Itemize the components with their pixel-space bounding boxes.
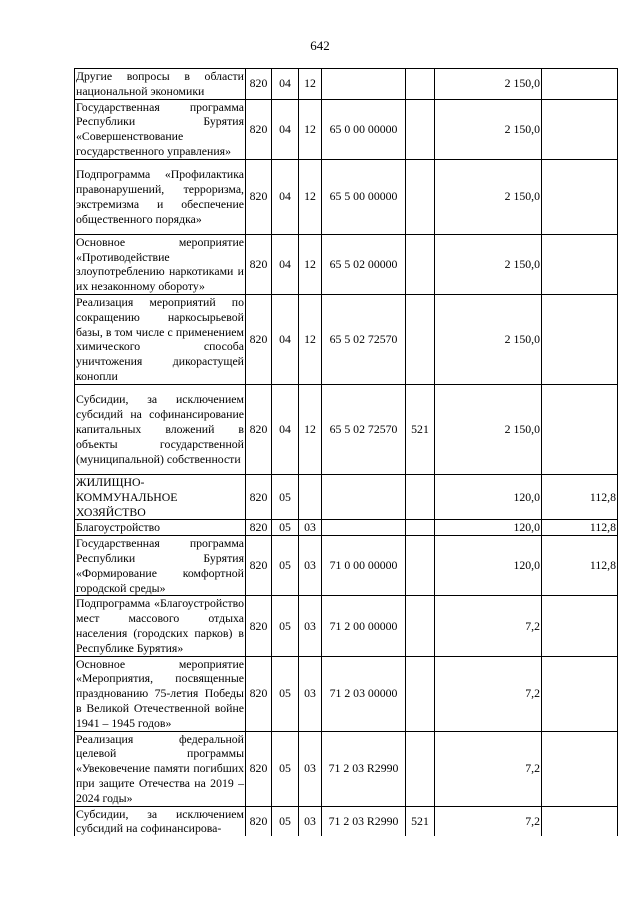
amount-federal-cell — [542, 384, 618, 474]
ved-cell: 820 — [246, 731, 272, 806]
subsection-cell: 12 — [299, 384, 322, 474]
ved-cell: 820 — [246, 159, 272, 234]
row-name: Подпрограмма «Профилактика правонарушений, терроризма, экстремизма и обеспечение общественного порядка» — [75, 159, 246, 234]
table-row — [75, 474, 618, 519]
row-name: Субсидии, за исключением субсидий на софинансирование капитальных вложений в объекты государственной (муниципальной) собственности — [75, 384, 246, 474]
expense-type-cell — [406, 474, 435, 519]
expense-type-cell — [406, 159, 435, 234]
table-row — [75, 520, 618, 536]
row-name: Благоустройство — [75, 520, 246, 536]
table-row — [75, 69, 618, 100]
amount-cell: 2 150,0 — [435, 294, 542, 384]
subsection-cell: 03 — [299, 656, 322, 731]
row-name: Реализация федеральной целевой программы «Увековечение памяти погибших при защите Отечества на 2019 – 2024 годы» — [76, 731, 244, 805]
subsection-cell: 12 — [299, 159, 322, 234]
expense-type-cell — [406, 656, 435, 731]
expense-type-cell — [406, 99, 435, 159]
amount-federal-cell — [542, 69, 618, 100]
section-cell: 04 — [272, 384, 299, 474]
expense-type-cell — [406, 234, 435, 294]
row-name: Основное мероприятие «Мероприятия, посвященные празднованию 75-летия Победы в Великой Отечественной войне 1941 – 1945 годов» — [76, 656, 244, 730]
section-cell: 04 — [272, 159, 299, 234]
section-cell: 04 — [272, 234, 299, 294]
subsection-cell: 12 — [299, 294, 322, 384]
ved-cell: 820 — [246, 234, 272, 294]
target-article-cell: 65 5 02 72570 — [322, 384, 406, 474]
ved-cell: 820 — [246, 474, 272, 519]
row-name: Государственная программа Республики Бурятия «Совершенствование государственного управления» — [76, 99, 244, 158]
row-name: ЖИЛИЩНО-КОММУНАЛЬНОЕ ХОЗЯЙСТВО — [75, 474, 246, 519]
expense-type-cell — [406, 520, 435, 536]
target-article-cell — [322, 520, 406, 536]
row-name: Другие вопросы в области национальной экономики — [76, 69, 244, 98]
page-number: 642 — [310, 38, 330, 53]
amount-cell: 7,2 — [435, 596, 542, 656]
subsection-cell: 03 — [299, 806, 322, 836]
section-cell: 05 — [272, 596, 299, 656]
subsection-cell — [299, 474, 322, 519]
ved-cell: 820 — [246, 596, 272, 656]
amount-cell: 2 150,0 — [435, 69, 542, 100]
subsection-cell: 03 — [299, 536, 322, 596]
amount-federal-cell: 112,8 — [542, 474, 618, 519]
amount-cell: 7,2 — [435, 656, 542, 731]
subsection-cell: 03 — [299, 731, 322, 806]
section-cell: 05 — [272, 656, 299, 731]
expense-type-cell — [406, 294, 435, 384]
amount-federal-cell — [542, 99, 618, 159]
subsection-cell: 03 — [299, 596, 322, 656]
target-article-cell: 65 5 00 00000 — [322, 159, 406, 234]
table-row — [75, 806, 618, 836]
amount-federal-cell: 112,8 — [542, 520, 618, 536]
section-cell: 04 — [272, 99, 299, 159]
amount-cell: 120,0 — [435, 520, 542, 536]
amount-cell: 120,0 — [435, 474, 542, 519]
target-article-cell — [322, 474, 406, 519]
budget-table — [74, 68, 618, 836]
section-cell: 05 — [272, 731, 299, 806]
target-article-cell: 71 2 03 00000 — [322, 656, 406, 731]
target-article-cell: 71 2 03 R2990 — [322, 806, 406, 836]
amount-federal-cell — [542, 656, 618, 731]
ved-cell: 820 — [246, 536, 272, 596]
subsection-cell: 03 — [299, 520, 322, 536]
section-cell: 04 — [272, 69, 299, 100]
target-article-cell: 71 0 00 00000 — [322, 536, 406, 596]
amount-cell: 2 150,0 — [435, 159, 542, 234]
expense-type-cell — [406, 596, 435, 656]
expense-type-cell — [406, 69, 435, 100]
section-cell: 05 — [272, 474, 299, 519]
ved-cell: 820 — [246, 69, 272, 100]
expense-type-cell: 521 — [406, 806, 435, 836]
amount-cell: 2 150,0 — [435, 234, 542, 294]
section-cell: 05 — [272, 520, 299, 536]
subsection-cell: 12 — [299, 69, 322, 100]
amount-federal-cell — [542, 806, 618, 836]
target-article-cell: 71 2 00 00000 — [322, 596, 406, 656]
target-article-cell — [322, 69, 406, 100]
target-article-cell: 65 5 02 00000 — [322, 234, 406, 294]
target-article-cell: 71 2 03 R2990 — [322, 731, 406, 806]
table-row — [75, 99, 618, 159]
table-row — [75, 656, 618, 731]
amount-cell: 7,2 — [435, 731, 542, 806]
subsection-cell: 12 — [299, 234, 322, 294]
ved-cell: 820 — [246, 520, 272, 536]
row-name: Государственная программа Республики Бурятия «Формирование комфортной городской среды» — [76, 536, 244, 595]
table-row — [75, 731, 618, 806]
expense-type-cell: 521 — [406, 384, 435, 474]
amount-federal-cell — [542, 596, 618, 656]
row-name: Основное мероприятие «Противодействие злоупотреблению наркотиками и их незаконному обороту» — [76, 234, 244, 294]
amount-cell: 120,0 — [435, 536, 542, 596]
amount-cell: 7,2 — [435, 806, 542, 836]
table-row — [75, 234, 618, 294]
table-row — [75, 536, 618, 596]
amount-federal-cell — [542, 234, 618, 294]
section-cell: 05 — [272, 806, 299, 836]
amount-federal-cell — [542, 159, 618, 234]
amount-cell: 2 150,0 — [435, 99, 542, 159]
table-row — [75, 596, 618, 656]
row-name: Подпрограмма «Благоустройство мест массового отдыха населения (городских парков) в Республике Бурятия» — [76, 596, 244, 655]
ved-cell: 820 — [246, 656, 272, 731]
table-row — [75, 159, 618, 234]
section-cell: 05 — [272, 536, 299, 596]
ved-cell: 820 — [246, 384, 272, 474]
expense-type-cell — [406, 536, 435, 596]
ved-cell: 820 — [246, 294, 272, 384]
table-row — [75, 384, 618, 474]
target-article-cell: 65 5 02 72570 — [322, 294, 406, 384]
ved-cell: 820 — [246, 806, 272, 836]
amount-federal-cell — [542, 731, 618, 806]
ved-cell: 820 — [246, 99, 272, 159]
amount-cell: 2 150,0 — [435, 384, 542, 474]
section-cell: 04 — [272, 294, 299, 384]
subsection-cell: 12 — [299, 99, 322, 159]
amount-federal-cell — [542, 294, 618, 384]
table-row — [75, 294, 618, 384]
expense-type-cell — [406, 731, 435, 806]
row-name: Субсидии, за исключением субсидий на софинансирова- — [76, 806, 244, 836]
row-name: Реализация мероприятий по сокращению наркосырьевой базы, в том числе с применением химического способа уничтожения дикорастущей конопли — [76, 295, 244, 384]
amount-federal-cell: 112,8 — [542, 536, 618, 596]
target-article-cell: 65 0 00 00000 — [322, 99, 406, 159]
